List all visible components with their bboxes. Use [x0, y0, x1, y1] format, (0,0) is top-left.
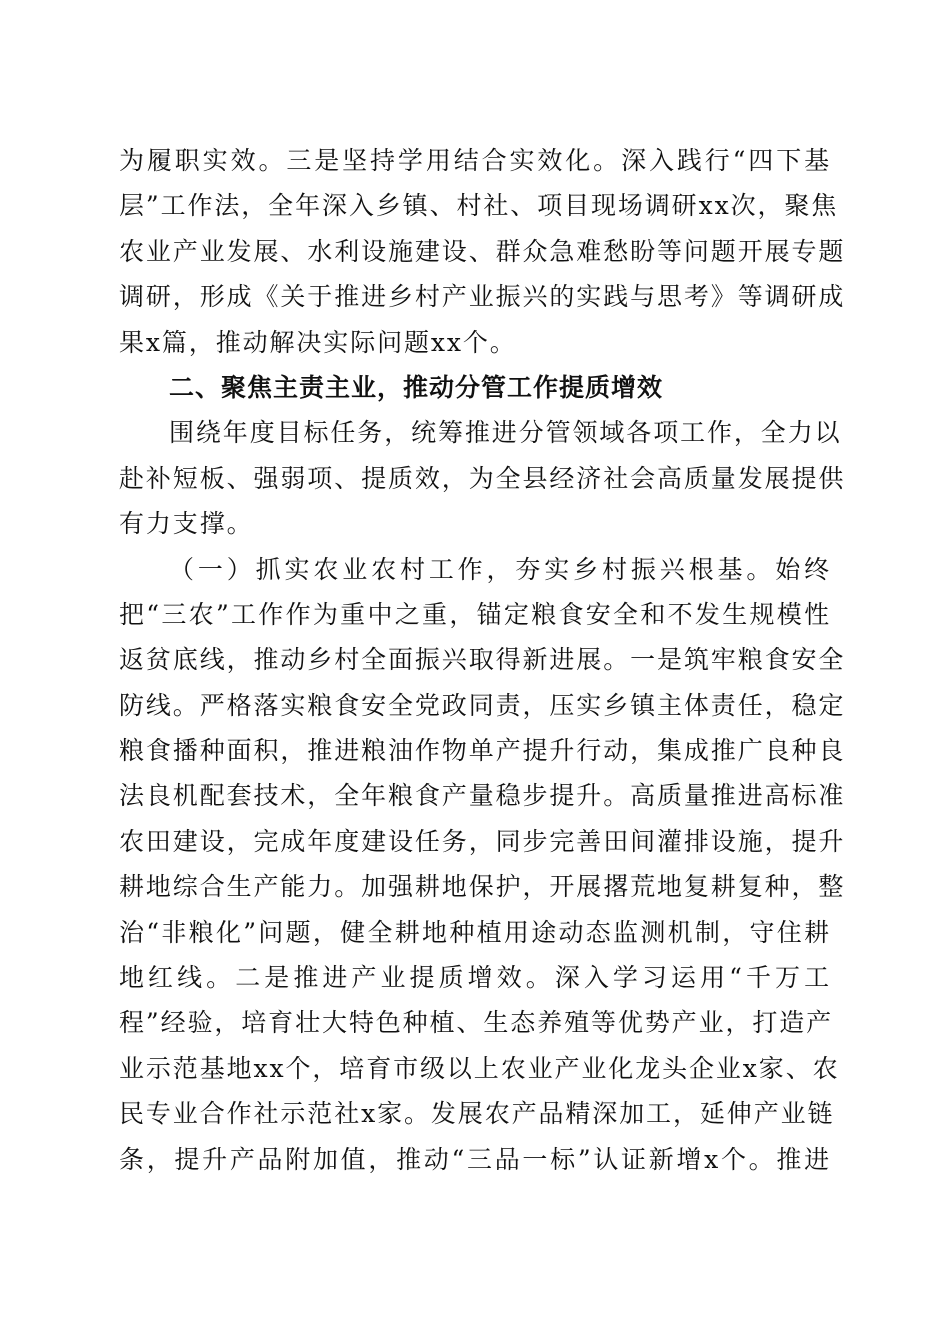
paragraph-line: （一）抓实农业农村工作，夯实乡村振兴根基。始终 [169, 554, 831, 584]
document-body [119, 138, 846, 1182]
paragraph-line: 程”经验，培育壮大特色种植、生态养殖等优势产业，打造产 [119, 1008, 834, 1038]
paragraph-line: 层”工作法，全年深入乡镇、村社、项目现场调研xx次，聚焦 [119, 191, 839, 221]
paragraph-line: 粮食播种面积，推进粮油作物单产提升行动，集成推广良种良 [119, 736, 846, 766]
paragraph-line: 地红线。二是推进产业提质增效。深入学习运用“千万工 [119, 963, 831, 993]
paragraph-line: 果x篇，推动解决实际问题xx个。 [119, 327, 517, 357]
paragraph-line: 耕地综合生产能力。加强耕地保护，开展撂荒地复耕复种，整 [119, 872, 846, 902]
paragraph-line: 把“三农”工作作为重中之重，锚定粮食安全和不发生规模性 [119, 599, 831, 629]
paragraph-line: 农业产业发展、水利设施建设、群众急难愁盼等问题开展专题 [119, 236, 846, 266]
paragraph-line: 业示范基地xx个，培育市级以上农业产业化龙头企业x家、农 [119, 1053, 840, 1083]
paragraph-line: 防线。严格落实粮食安全党政同责，压实乡镇主体责任，稳定 [119, 690, 846, 720]
paragraph-line: 条，提升产品附加值，推动“三品一标”认证新增x个。推进 [119, 1144, 831, 1174]
paragraph-line: 为履职实效。三是坚持学用结合实效化。深入践行“四下基 [119, 146, 831, 175]
paragraph-line: 调研，形成《关于推进乡村产业振兴的实践与思考》等调研成 [119, 282, 846, 312]
paragraph-line: 农田建设，完成年度建设任务，同步完善田间灌排设施，提升 [119, 826, 846, 856]
paragraph-line: 有力支撑。 [119, 509, 254, 539]
paragraph-line: 治“非粮化”问题，健全耕地种植用途动态监测机制，守住耕 [119, 917, 831, 947]
paragraph-line: 围绕年度目标任务，统筹推进分管领域各项工作，全力以 [169, 418, 842, 448]
paragraph-line: 法良机配套技术，全年粮食产量稳步提升。高质量推进高标准 [119, 781, 846, 811]
paragraph-line: 赴补短板、强弱项、提质效，为全县经济社会高质量发展提供 [119, 463, 846, 493]
section-heading: 二、聚焦主责主业，推动分管工作提质增效 [169, 372, 664, 402]
paragraph-line: 民专业合作社示范社x家。发展农产品精深加工，延伸产业链 [119, 1099, 835, 1129]
paragraph-line: 返贫底线，推动乡村全面振兴取得新进展。一是筑牢粮食安全 [119, 645, 846, 675]
